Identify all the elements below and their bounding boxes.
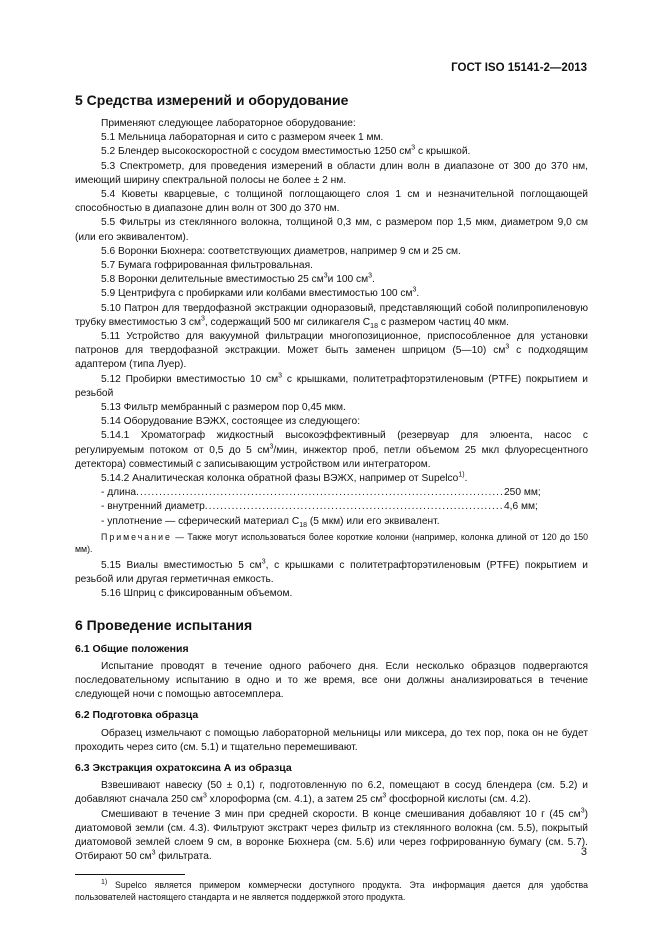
footnote-divider bbox=[75, 874, 185, 875]
note: Примечание — Также могут использоваться более короткие колонки (например, колонка длиной от 120 до 150 мм). bbox=[75, 531, 588, 554]
item-5-14-1: 5.14.1 Хроматограф жидкостный высокоэффективный (резервуар для элюента, насос с регулируемым потоком от 0,5 до 5 $см^3$/мин, инжектор проб, петли объемом 25 мкл флуоресцентного детектора) совместимый с записывающим устройством или интегратором. bbox=[75, 430, 588, 470]
section-6-2-title: 6.2 Подготовка образца bbox=[75, 709, 199, 722]
item-5-14-2: 5.14.2 Аналитическая колонка обратной фазы ВЭЖХ, например от Supelco$^{1)}$. bbox=[101, 471, 468, 485]
item-5-3: 5.3 Спектрометр, для проведения измерений в области длин волн в диапазоне от 300 до 370 нм, имеющий ширину спектральной полосы не более ± 2 нм. bbox=[75, 160, 588, 186]
item-5-12: 5.12 Пробирки вместимостью 10 $см^3$ с крышками, политетрафторэтиленовым (PTFE) покрытием и резьбой bbox=[75, 372, 588, 399]
item-5-6: 5.6 Воронки Бюхнера: соответствующих диаметров, например 9 см и 25 см. bbox=[101, 245, 461, 257]
column-packing-row: - уплотнение — сферический материал $C_{18}$ (5 мкм) или его эквивалент. bbox=[101, 515, 440, 529]
item-5-11: 5.11 Устройство для вакуумной фильтрации многопозиционное, приспособленное для установки патронов для твердофазной экстракции. Может быть заменен шприцом (5—10) $см^3$ с подходящим адаптером (типа Луер). bbox=[75, 331, 588, 371]
section-6-3-title: 6.3 Экстракция охратоксина А из образца bbox=[75, 761, 292, 774]
page-number: 3 bbox=[580, 846, 587, 858]
item-5-15: 5.15 Виалы вместимостью 5 $см^3$, с крышками с политетрафторэтиленовым (PTFE) покрытием и резьбой или другая герметичная емкость. bbox=[75, 558, 588, 586]
para-intro: Применяют следующее лабораторное оборудование: bbox=[101, 118, 356, 129]
item-5-5: 5.5 Фильтры из стеклянного волокна, толщиной 0,3 мм, с размером пор 1,5 мкм, диаметром 9,0 см (или его эквивалентом). bbox=[75, 217, 588, 243]
item-5-7: 5.7 Бумага гофрированная фильтровальная. bbox=[101, 260, 313, 272]
column-diameter-row: - внутренний диаметр ..... 4,6 мм; bbox=[75, 500, 588, 514]
item-5-14: 5.14 Оборудование ВЭЖХ, состоящее из следующего: bbox=[101, 416, 361, 428]
item-5-9: 5.9 Центрифуга с пробирками или колбами вместимостью 100 $см^3$. bbox=[101, 287, 420, 300]
section-6-2-text: Образец измельчают с помощью лабораторной мельницы или миксера, до тех пор, пока он не будет проходить через сито (см. 5.1) и тщательно перемешивают. bbox=[75, 727, 588, 753]
item-5-8: 5.8 Воронки делительные вместимостью 25 $см^3и$ 100 $см^3$. bbox=[101, 272, 375, 286]
section-5-title: 5 Средства измерений и оборудование bbox=[75, 92, 349, 108]
footnote: $^{1)}$ Supelco является примером коммерчески доступного продукта. Эта информация дается для удобства пользователей настоящего стандарта и не является поддержкой этого продукта. bbox=[75, 879, 588, 903]
item-5-2: 5.2 Блендер высокоскоростной с сосудом вместимостью 1250 $см^3$ с крышкой. bbox=[101, 145, 471, 158]
column-length-row: - длина ..... 250 мм; bbox=[75, 486, 588, 500]
section-6-3-para-2: Смешивают в течение 3 мин при средней скорости. В конце смешивания добавляют 10 г (45 $см^3$) диатомовой земли (см. 4.3). Фильтруют экстракт через фильтр из стеклянного волокна (см. 5.5), покрытый диатомовой землей слоем 9 см, в воронке Бюхнера (см. 5.6) или через гофрированную бумагу (см. 5.7). Отбирают 50 $см^3$ фильтрата. bbox=[75, 807, 588, 863]
item-5-4: 5.4 Кюветы кварцевые, с толщиной поглощающего слоя 1 см и незначительной поглощающей способностью в диапазоне длин волн от 300 до 370 нм. bbox=[75, 189, 588, 215]
document-code: ГОСТ ISO 15141-2—2013 bbox=[451, 62, 587, 74]
page-body bbox=[75, 91, 588, 903]
item-5-10: 5.10 Патрон для твердофазной экстракции одноразовый, представляющий собой полипропиленовую трубку вместимостью 3 $см^3$, содержащий 500 мг силикагеля $C_{18}$ с размером частиц 40 мкм. bbox=[75, 302, 588, 330]
item-5-13: 5.13 Фильтр мембранный с размером пор 0,45 мкм. bbox=[101, 402, 346, 414]
section-6-title: 6 Проведение испытания bbox=[75, 616, 253, 633]
section-6-3-para-1: Взвешивают навеску (50 ± 0,1) г, подготовленную по 6.2, помещают в сосуд блендера (см. 5.2) и добавляют сначала 250 $см^3$ хлороформа (см. 4.1), а затем 25 $см^3$ фосфорной кислоты (см. 4.2). bbox=[75, 780, 588, 806]
item-5-1: 5.1 Мельница лабораторная и сито с размером ячеек 1 мм. bbox=[101, 132, 384, 144]
section-6-1-title: 6.1 Общие положения bbox=[75, 642, 189, 655]
item-5-16: 5.16 Шприц с фиксированным объемом. bbox=[101, 588, 293, 600]
section-6-1-text: Испытание проводят в течение одного рабочего дня. Если несколько образцов подвергаются последовательному испытанию в одно и то же время, все они должны анализироваться в течение следующей ночи с помощью автосемплера. bbox=[75, 660, 588, 701]
